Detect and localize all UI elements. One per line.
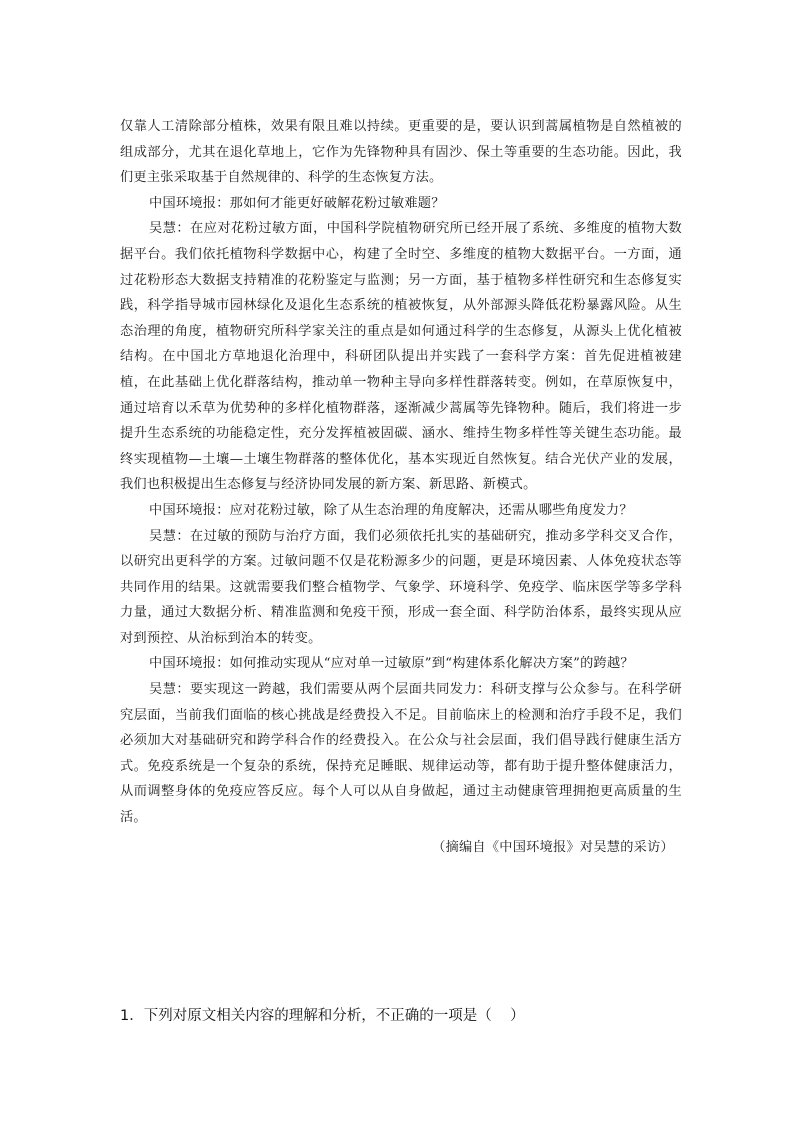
article-body	[120, 114, 682, 860]
question-1: 1．下列对原文相关内容的理解和分析，不正确的一项是（ ）	[120, 1008, 525, 1024]
interview-question-1: 中国环境报：那如何才能更好破解花粉过敏难题？	[149, 195, 445, 211]
interview-question-3: 中国环境报：如何推动实现从“应对单一过敏原”到“构建体系化解决方案”的跨越？	[149, 656, 634, 672]
source-citation: （摘编自《中国环境报》对吴慧的采访）	[432, 839, 674, 855]
interview-answer-1: 吴慧：在应对花粉过敏方面，中国科学院植物研究所已经开展了系统、多维度的植物大数据平台。我们依托植物科学数据中心，构建了全时空、多维度的植物大数据平台。一方面，通过花粉形态大数据支持精准的花粉鉴定与监测；另一方面，基于植物多样性研究和生态修复实践，科学指导城市园林绿化及退化生态系统的植被恢复，从外部源头降低花粉暴露风险。从生态治理的角度，植物研究所科学家关注的重点是如何通过科学的生态修复，从源头上优化植被结构。在中国北方草地退化治理中，科研团队提出并实践了一套科学方案：首先促进植被建植，在此基础上优化群落结构，推动单一物种主导向多样性群落转变。例如，在草原恢复中，通过培育以禾草为优势种的多样化植物群落，逐渐减少蒿属等先锋物种。随后，我们将进一步提升生态系统的功能稳定性，充分发挥植被固碳、涵水、维持生物多样性等关键生态功能。最终实现植物—土壤—土壤生物群落的整体优化，基本实现近自然恢复。结合光伏产业的发展，我们也积极提出生态修复与经济协同发展的新方案、新思路、新模式。	[120, 221, 682, 493]
paragraph-intro: 仅靠人工清除部分植株，效果有限且难以持续。更重要的是，要认识到蒿属植物是自然植被的组成部分，尤其在退化草地上，它作为先锋物种具有固沙、保土等重要的生态功能。因此，我们更主张采取基于自然规律的、科学的生态恢复方法。	[120, 119, 682, 186]
interview-answer-3: 吴慧：要实现这一跨越，我们需要从两个层面共同发力：科研支撑与公众参与。在科学研究层面，当前我们面临的核心挑战是经费投入不足。目前临床上的检测和治疗手段不足，我们必须加大对基础研究和跨学科合作的经费投入。在公众与社会层面，我们倡导践行健康生活方式。免疫系统是一个复杂的系统，保持充足睡眠、规律运动等，都有助于提升整体健康活力，从而调整身体的免疫应答反应。每个人可以从自身做起，通过主动健康管理拥抱更高质量的生活。	[120, 682, 682, 826]
interview-answer-2: 吴慧：在过敏的预防与治疗方面，我们必须依托扎实的基础研究，推动多学科交叉合作，以研究出更科学的方案。过敏问题不仅是花粉源多少的问题，更是环境因素、人体免疫状态等共同作用的结果。这就需要我们整合植物学、气象学、环境科学、免疫学、临床医学等多学科力量，通过大数据分析、精准监测和免疫干预，形成一套全面、科学防治体系，最终实现从应对到预控、从治标到治本的转变。	[120, 528, 682, 646]
interview-question-2: 中国环境报：应对花粉过敏，除了从生态治理的角度解决，还需从哪些角度发力？	[149, 502, 633, 518]
